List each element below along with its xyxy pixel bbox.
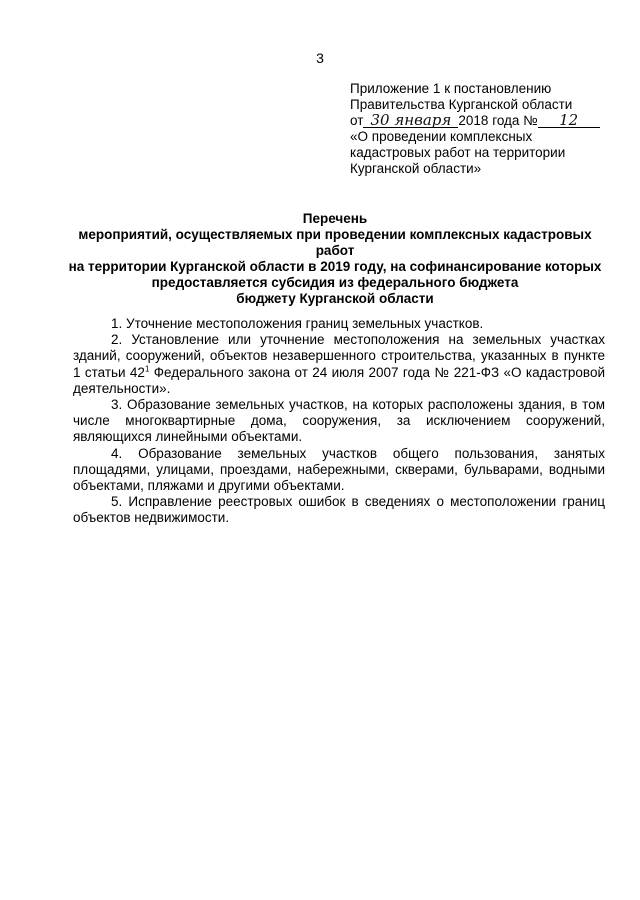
- header-line-government: Правительства Курганской области: [350, 97, 573, 112]
- list-item-1: 1. Уточнение местоположения границ земельных участков.: [111, 316, 484, 331]
- header-line-appendix: Приложение 1 к постановлению: [350, 81, 552, 96]
- title-line-4: бюджету Курганской области: [236, 291, 434, 306]
- header-line-subject-3: Курганской области»: [350, 161, 482, 176]
- list-item-2-text-a: 2. Установление или уточнение местоположения на земельных участках зданий, сооружений, объектов незавершенного строительства, указанных в пункте 1 статьи 42: [73, 332, 605, 380]
- handwritten-date: 30 января: [363, 113, 458, 128]
- header-line-subject-2: кадастровых работ на территории: [350, 145, 566, 160]
- header-line-date: [350, 113, 610, 129]
- list-item-2-superscript: 1: [144, 364, 150, 374]
- date-prefix: от: [350, 113, 364, 128]
- document-header: [350, 81, 610, 177]
- title-line-2: на территории Курганской области в 2019 году, на софинансирование которых: [68, 259, 602, 274]
- list-item-2: [73, 332, 605, 397]
- list-item-5: 5. Исправление реестровых ошибок в сведениях о местоположении границ объектов недвижимости.: [73, 494, 605, 526]
- year-text: 2018 года №: [458, 113, 538, 128]
- document-title: [60, 211, 610, 307]
- page-number: 3: [316, 50, 324, 66]
- title-line-3: предоставляется субсидия из федерального бюджета: [151, 275, 519, 290]
- list-item-3: 3. Образование земельных участков, на которых расположены здания, в том числе многоквартирные дома, сооружения, за исключением сооружений, являющихся линейными объектами.: [73, 397, 605, 445]
- header-line-subject-1: «О проведении комплексных: [350, 129, 533, 144]
- handwritten-number: 12: [538, 113, 600, 128]
- title-heading: Перечень: [302, 211, 368, 226]
- title-line-1: мероприятий, осуществляемых при проведении комплексных кадастровых работ: [78, 227, 592, 258]
- document-body: [73, 316, 605, 527]
- list-item-4: 4. Образование земельных участков общего пользования, занятых площадями, улицами, проездами, набережными, скверами, бульварами, водными объектами, пляжами и другими объектами.: [73, 445, 605, 494]
- list-item-2-text-b: Федерального закона от 24 июля 2007 года № 221-ФЗ «О кадастровой деятельности».: [73, 364, 605, 396]
